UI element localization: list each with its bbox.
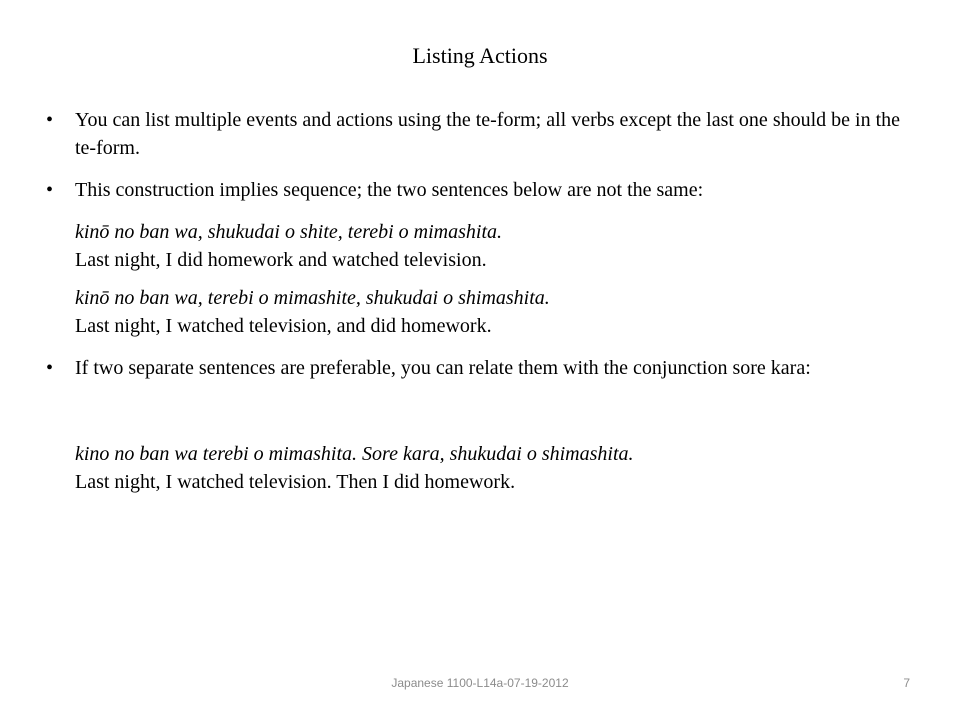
bullet-marker: • [46, 179, 54, 201]
example-sentence [75, 284, 925, 340]
page-number: 7 [903, 676, 910, 690]
example-sentence [75, 218, 925, 274]
example-japanese: kino no ban wa terebi o mimashita. Sore kara, shukudai o shimashita. [75, 443, 634, 465]
example-sentence [75, 440, 925, 496]
bullet-item [46, 176, 916, 204]
bullet-text: If two separate sentences are preferable, you can relate them with the conjunction sore kara: [75, 357, 811, 379]
bullet-item [46, 106, 916, 162]
example-japanese: kinō no ban wa, terebi o mimashite, shukudai o shimashita. [75, 287, 550, 309]
bullet-text: You can list multiple events and actions using the te-form; all verbs except the last one should be in the te-form. [75, 109, 901, 159]
slide-footer: Japanese 1100-L14a-07-19-2012 [391, 676, 569, 690]
example-english: Last night, I did homework and watched television. [75, 249, 487, 271]
example-japanese: kinō no ban wa, shukudai o shite, terebi o mimashita. [75, 221, 503, 243]
bullet-marker: • [46, 357, 54, 379]
slide-title: Listing Actions [412, 43, 548, 68]
bullet-item [46, 354, 916, 382]
example-english: Last night, I watched television, and did homework. [75, 315, 492, 337]
bullet-marker: • [46, 109, 54, 131]
example-english: Last night, I watched television. Then I did homework. [75, 471, 516, 493]
bullet-text: This construction implies sequence; the two sentences below are not the same: [75, 179, 704, 201]
